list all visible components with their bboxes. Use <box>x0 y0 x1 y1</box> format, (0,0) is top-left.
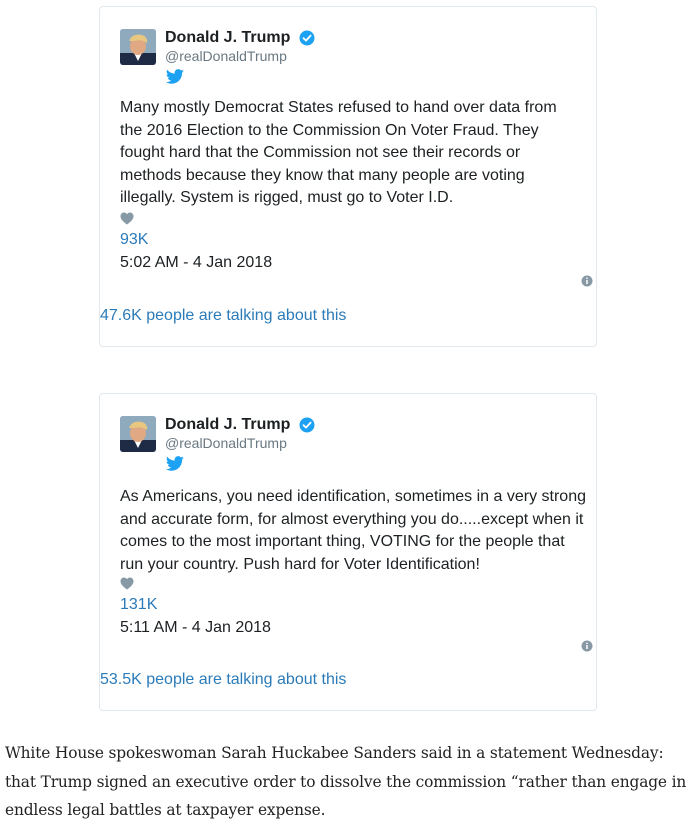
avatar[interactable] <box>120 29 156 65</box>
info-icon[interactable] <box>581 275 593 287</box>
tweet-author[interactable] <box>120 29 315 69</box>
talking-about-link[interactable]: 47.6K people are talking about this <box>100 307 347 324</box>
twitter-bird-icon[interactable] <box>165 456 185 472</box>
talking-about-link[interactable]: 53.5K people are talking about this <box>100 671 347 688</box>
like-count[interactable]: 131K <box>120 596 158 613</box>
tweet-author[interactable] <box>120 416 315 456</box>
like-count[interactable]: 93K <box>120 231 149 248</box>
verified-badge-icon <box>299 30 315 46</box>
info-icon[interactable] <box>581 640 593 652</box>
avatar[interactable] <box>120 416 156 452</box>
author-handle[interactable]: @realDonaldTrump <box>165 435 287 452</box>
tweet-embed-2[interactable] <box>99 393 597 711</box>
author-handle[interactable]: @realDonaldTrump <box>165 48 287 65</box>
verified-badge-icon <box>299 417 315 433</box>
tweet-text: As Americans, you need identification, sometimes in a very strong and accurate form, for almost everything you do.....except when it comes to the most important thing, VOTING for the people that run your country. Push hard for Voter Identification! <box>120 488 586 573</box>
heart-icon[interactable] <box>120 577 134 590</box>
article-paragraph: White House spokeswoman Sarah Huckabee Sanders said in a statement Wednesday: that Trump signed an executive order to dissolve the commission “rather than engage in endless legal battles at taxpayer expense. <box>5 744 687 819</box>
author-name[interactable]: Donald J. Trump <box>165 416 291 433</box>
tweet-embed-1[interactable] <box>99 6 597 347</box>
author-name[interactable]: Donald J. Trump <box>165 29 291 46</box>
heart-icon[interactable] <box>120 212 134 225</box>
twitter-bird-icon[interactable] <box>165 69 185 85</box>
tweet-timestamp[interactable]: 5:02 AM - 4 Jan 2018 <box>120 254 273 271</box>
tweet-timestamp[interactable]: 5:11 AM - 4 Jan 2018 <box>120 619 271 636</box>
tweet-text: Many mostly Democrat States refused to hand over data from the 2016 Election to the Commission On Voter Fraud. They fought hard that the Commission not see their records or methods because they know that many people are voting illegally. System is rigged, must go to Voter I.D. <box>120 99 557 206</box>
